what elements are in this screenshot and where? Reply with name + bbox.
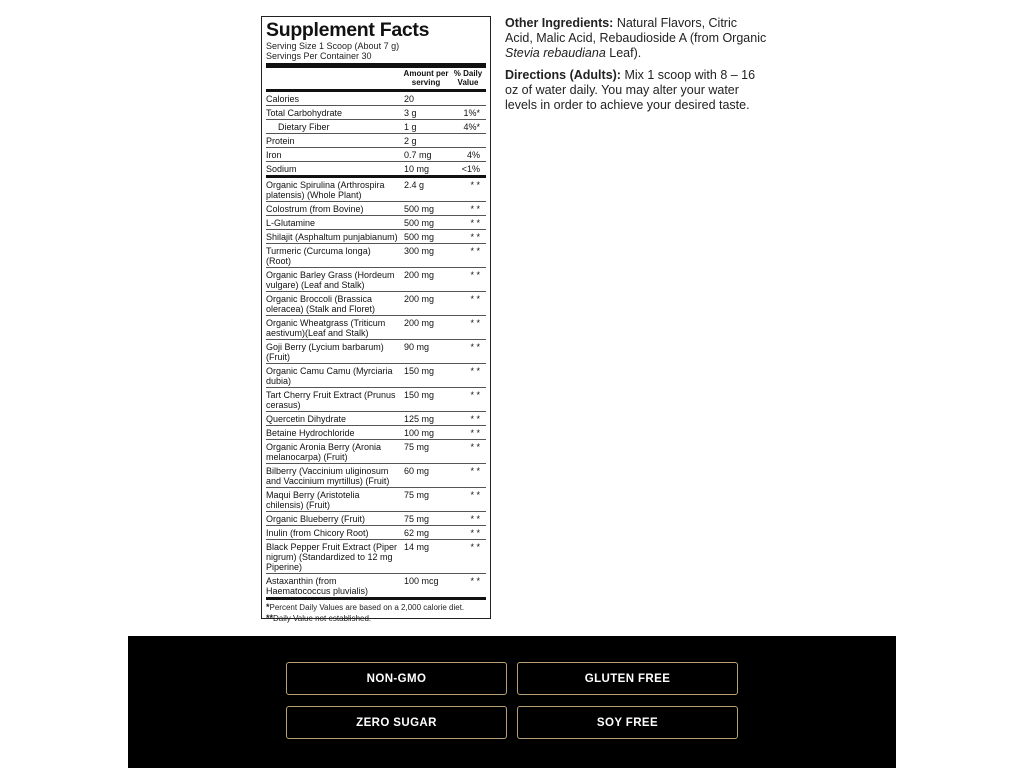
nutrient-row-name: Dietary Fiber — [278, 122, 330, 132]
ingredient-row-daily-value: * * — [470, 180, 480, 190]
ingredient-row-amount: 62 mg — [404, 528, 430, 538]
ingredient-row-name: Organic Barley Grass (Hordeum vulgare) (Leaf and Stalk) — [266, 270, 395, 290]
badge-gluten-free: GLUTEN FREE — [517, 662, 738, 695]
ingredient-row-name: Organic Blueberry (Fruit) — [266, 514, 366, 524]
ingredient-row — [266, 574, 486, 597]
nutrient-row — [266, 120, 486, 134]
ingredient-row-amount: 60 mg — [404, 466, 430, 476]
ingredient-row-amount: 500 mg — [404, 204, 435, 214]
ingredient-row-daily-value: * * — [470, 542, 480, 552]
ingredient-row-name: Goji Berry (Lycium barbarum) (Fruit) — [266, 342, 384, 362]
ingredient-row — [266, 244, 486, 268]
nutrient-row-name: Protein — [266, 136, 295, 146]
nutrient-row-daily-value: 4% — [466, 150, 480, 160]
col-dv-header: % Daily Value — [453, 69, 483, 87]
ingredient-row-daily-value: * * — [470, 428, 480, 438]
ingredient-row-daily-value: * * — [470, 414, 480, 424]
ingredient-row — [266, 412, 486, 426]
ingredient-row-name: L-Glutamine — [266, 218, 316, 228]
badge-soy-free: SOY FREE — [517, 706, 738, 739]
ingredient-row-daily-value: * * — [470, 466, 480, 476]
ingredient-row-amount: 500 mg — [404, 232, 435, 242]
ingredient-row-amount: 300 mg — [404, 246, 435, 256]
footnote-1: *Percent Daily Values are based on a 2,000 calorie diet. — [266, 602, 465, 612]
facts-title: Supplement Facts — [266, 19, 430, 41]
ingredient-row — [266, 292, 486, 316]
ingredient-row-daily-value: * * — [470, 342, 480, 352]
ingredient-row-amount: 100 mcg — [404, 576, 439, 586]
ingredient-row-amount: 200 mg — [404, 318, 435, 328]
ingredient-row-name: Shilajit (Asphaltum punjabianum) — [266, 232, 398, 242]
nutrient-row-daily-value: <1% — [461, 164, 480, 174]
ingredient-row — [266, 440, 486, 464]
other-ingredients: Other Ingredients: Natural Flavors, Citric Acid, Malic Acid, Rebaudioside A (from Organic Stevia rebaudiana Leaf). — [505, 16, 767, 60]
ingredient-row-amount: 2.4 g — [404, 180, 425, 190]
feature-badges-band — [128, 636, 896, 768]
ingredient-row-daily-value: * * — [470, 218, 480, 228]
ingredient-row-amount: 75 mg — [404, 442, 430, 452]
ingredient-row-amount: 125 mg — [404, 414, 435, 424]
nutrient-list — [266, 92, 486, 175]
ingredient-row-amount: 500 mg — [404, 218, 435, 228]
facts-header-row — [266, 68, 486, 89]
ingredient-row — [266, 364, 486, 388]
ingredient-row-amount: 75 mg — [404, 490, 430, 500]
ingredient-row-name: Organic Spirulina (Arthrospira platensis) (Whole Plant) — [266, 180, 385, 200]
nutrient-row-amount: 3 g — [404, 108, 417, 118]
servings-per-container: Servings Per Container 30 — [266, 51, 372, 61]
ingredient-row-amount: 90 mg — [404, 342, 430, 352]
ingredient-list — [266, 178, 486, 597]
ingredient-row-daily-value: * * — [470, 204, 480, 214]
ingredient-row-daily-value: * * — [470, 442, 480, 452]
ingredient-row — [266, 388, 486, 412]
ingredient-row — [266, 202, 486, 216]
ingredient-row-daily-value: * * — [470, 490, 480, 500]
nutrient-row-amount: 0.7 mg — [404, 150, 432, 160]
ingredient-row-amount: 75 mg — [404, 514, 430, 524]
ingredient-row-name: Quercetin Dihydrate — [266, 414, 347, 424]
ingredient-row-name: Bilberry (Vaccinium uliginosum and Vaccinium myrtillus) (Fruit) — [266, 466, 390, 486]
ingredient-row-amount: 150 mg — [404, 390, 435, 400]
supplement-facts-panel — [261, 16, 491, 623]
ingredient-row — [266, 216, 486, 230]
nutrient-row-name: Sodium — [266, 164, 297, 174]
ingredient-row-daily-value: * * — [470, 366, 480, 376]
nutrient-row-daily-value — [450, 94, 486, 104]
ingredient-row-name: Astaxanthin (from Haematococcus pluvialis) — [266, 576, 369, 596]
ingredient-row-name: Black Pepper Fruit Extract (Piper nigrum) (Standardized to 12 mg Piperine) — [266, 542, 398, 572]
ingredient-row-name: Maqui Berry (Aristotelia chilensis) (Fruit) — [266, 490, 360, 510]
nutrient-row-daily-value: 4%* — [463, 122, 480, 132]
nutrient-row — [266, 134, 486, 148]
info-column — [505, 16, 767, 120]
ingredient-row-daily-value: * * — [470, 246, 480, 256]
badge-zero-sugar: ZERO SUGAR — [286, 706, 507, 739]
nutrient-row-name: Total Carbohydrate — [266, 108, 343, 118]
ingredient-row-name: Organic Broccoli (Brassica oleracea) (Stalk and Floret) — [266, 294, 376, 314]
ingredient-row-daily-value: * * — [470, 576, 480, 586]
ingredient-row-daily-value: * * — [470, 514, 480, 524]
ingredient-row-name: Colostrum (from Bovine) — [266, 204, 364, 214]
nutrient-row — [266, 92, 486, 106]
ingredient-row-name: Turmeric (Curcuma longa) (Root) — [266, 246, 371, 266]
ingredient-row-daily-value: * * — [470, 528, 480, 538]
nutrient-row-name: Calories — [266, 94, 300, 104]
ingredient-row-amount: 100 mg — [404, 428, 435, 438]
ingredient-row-daily-value: * * — [470, 318, 480, 328]
serving-size: Serving Size 1 Scoop (About 7 g) — [266, 41, 400, 51]
nutrient-row-daily-value: 1%* — [463, 108, 480, 118]
ingredient-row — [266, 178, 486, 202]
ingredient-row — [266, 340, 486, 364]
ingredient-row-amount: 200 mg — [404, 270, 435, 280]
ingredient-row — [266, 488, 486, 512]
nutrient-row — [266, 106, 486, 120]
nutrient-row — [266, 148, 486, 162]
col-amount-header: Amount per serving — [403, 69, 449, 87]
ingredient-row-daily-value: * * — [470, 390, 480, 400]
ingredient-row-amount: 14 mg — [404, 542, 430, 552]
ingredient-row — [266, 426, 486, 440]
nutrient-row-amount: 1 g — [404, 122, 417, 132]
ingredient-row-name: Organic Camu Camu (Myrciaria dubia) — [266, 366, 393, 386]
ingredient-row-name: Organic Aronia Berry (Aronia melanocarpa) (Fruit) — [266, 442, 382, 462]
ingredient-row — [266, 464, 486, 488]
nutrient-row-name: Iron — [266, 150, 282, 160]
ingredient-row — [266, 526, 486, 540]
nutrient-row-amount: 2 g — [404, 136, 417, 146]
ingredient-row — [266, 316, 486, 340]
nutrient-row-amount: 20 — [404, 94, 415, 104]
nutrient-row — [266, 162, 486, 175]
nutrient-row-daily-value — [450, 136, 486, 146]
footnote-2: **Daily Value not established. — [266, 613, 372, 623]
ingredient-row — [266, 540, 486, 574]
badge-non-gmo: NON-GMO — [286, 662, 507, 695]
ingredient-row-daily-value: * * — [470, 294, 480, 304]
nutrient-row-amount: 10 mg — [404, 164, 430, 174]
directions: Directions (Adults): Mix 1 scoop with 8 – 16 oz of water daily. You may alter your water levels in order to achieve your desired taste. — [505, 68, 756, 112]
ingredient-row-name: Tart Cherry Fruit Extract (Prunus cerasus) — [266, 390, 396, 410]
ingredient-row — [266, 230, 486, 244]
ingredient-row-daily-value: * * — [470, 232, 480, 242]
ingredient-row-daily-value: * * — [470, 270, 480, 280]
ingredient-row-name: Betaine Hydrochloride — [266, 428, 355, 438]
ingredient-row — [266, 512, 486, 526]
ingredient-row-name: Inulin (from Chicory Root) — [266, 528, 369, 538]
ingredient-row-amount: 150 mg — [404, 366, 435, 376]
ingredient-row-amount: 200 mg — [404, 294, 435, 304]
ingredient-row — [266, 268, 486, 292]
ingredient-row-name: Organic Wheatgrass (Triticum aestivum)(Leaf and Stalk) — [266, 318, 386, 338]
